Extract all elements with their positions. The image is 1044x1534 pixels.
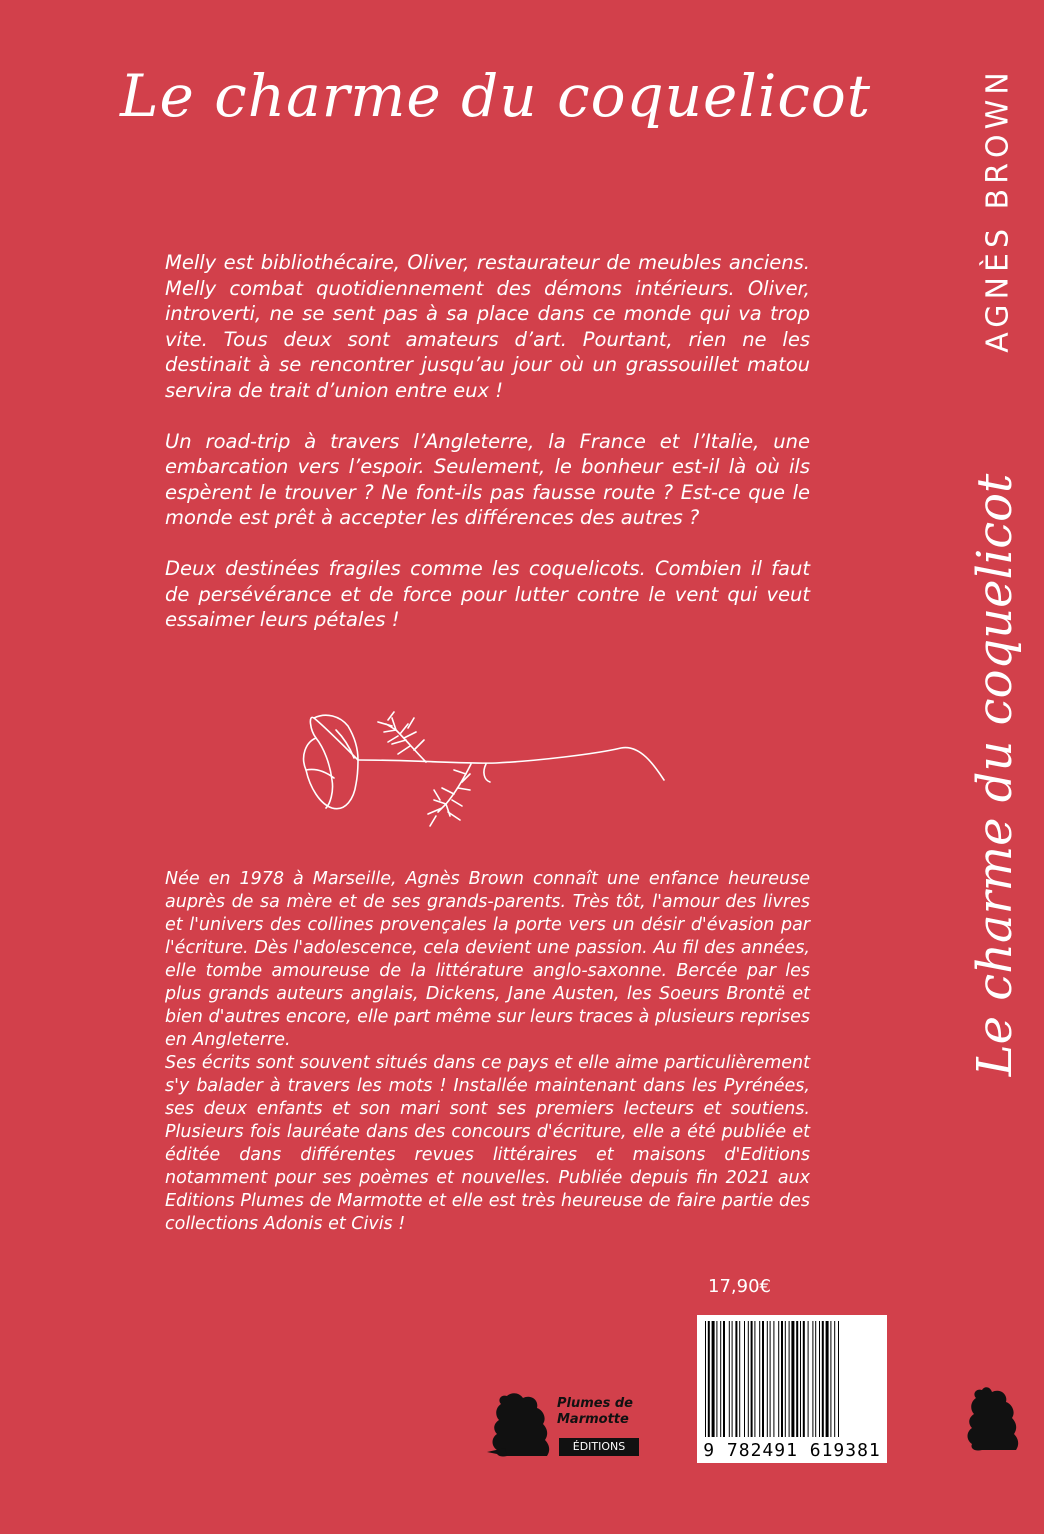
marmot-silhouette-icon: [966, 1384, 1022, 1454]
barcode-bar: [729, 1321, 730, 1437]
synopsis: [165, 250, 810, 658]
price: 17,90€: [708, 1276, 771, 1297]
barcode-bar: [803, 1321, 805, 1437]
barcode-bar: [735, 1321, 737, 1437]
barcode-bar: [781, 1321, 783, 1437]
barcode-bar: [773, 1321, 774, 1437]
marmot-silhouette-icon: [487, 1390, 557, 1460]
author-bio: [165, 868, 810, 1236]
barcode-bar: [705, 1321, 706, 1437]
barcode-bar: [812, 1321, 813, 1437]
barcode-bar: [748, 1321, 749, 1437]
barcode-bar: [732, 1321, 733, 1437]
barcode-bar: [830, 1321, 831, 1437]
barcode-bar: [716, 1321, 717, 1437]
barcode-bar: [712, 1321, 715, 1437]
barcode-bar: [723, 1321, 725, 1437]
barcode-bar: [708, 1321, 710, 1437]
barcode-bar: [834, 1321, 835, 1437]
barcode-bar: [808, 1321, 809, 1437]
barcode-bar: [739, 1321, 740, 1437]
spine-title: Le charme du coquelicot: [967, 473, 1023, 1077]
barcode-bar: [744, 1321, 745, 1437]
barcode-bar: [770, 1321, 771, 1437]
barcode-bar: [759, 1321, 760, 1437]
barcode-bar: [796, 1321, 798, 1437]
barcode-bar: [720, 1321, 721, 1437]
publisher-logo: [487, 1390, 647, 1460]
barcode-bar: [791, 1321, 794, 1437]
synopsis-paragraph: Un road-trip à travers l’Angleterre, la France et l’Italie, une embarcation vers l’espoir. Seulement, le bonheur est-il là où ils espèrent le trouver ? Ne font-ils pas fausse route ? Est-ce que le monde est prêt à accepter les différences des autres ?: [165, 429, 810, 530]
barcode-bar: [754, 1321, 755, 1437]
isbn-digits: 9 782491 619381: [703, 1440, 881, 1461]
publisher-name: Plumes de Marmotte: [557, 1396, 633, 1427]
barcode-bar: [785, 1321, 786, 1437]
barcode-bar: [762, 1321, 764, 1437]
bio-paragraph: Née en 1978 à Marseille, Agnès Brown connaît une enfance heureuse auprès de sa mère et de ses grands-parents. Très tôt, l'amour des livres et l'univers des collines provençales la porte vers un désir d'évasion par l'écriture. Dès l'adolescence, cela devient une passion. Au fil des années, elle tombe amoureuse de la littérature anglo-saxonne. Bercée par les plus grands auteurs anglais, Dickens, Jane Austen, les Soeurs Brontë et bien d'autres encore, elle part même sur leurs traces à plusieurs reprises en Angleterre.: [165, 869, 810, 1050]
poppy-line-drawing-icon: [296, 708, 666, 840]
synopsis-paragraph: Melly est bibliothécaire, Oliver, restaurateur de meubles anciens. Melly combat quotidiennement des démons intérieurs. Oliver, introverti, ne se sent pas à sa place dans ce monde qui va trop vite. Tous deux sont amateurs d’art. Pourtant, rien ne les destinait à se rencontrer jusqu’au jour où un grassouillet matou servira de trait d’union entre eux !: [165, 251, 810, 402]
barcode-bar: [789, 1321, 790, 1437]
synopsis-paragraph: Deux destinées fragiles comme les coquelicots. Combien il faut de persévérance et de force pour lutter contre le vent qui veut essaimer leurs pétales !: [165, 556, 810, 632]
spine-author: AGNÈS BROWN: [980, 67, 1016, 353]
barcode-bar: [767, 1321, 768, 1437]
barcode-bar: [819, 1321, 820, 1437]
barcode-bar: [751, 1321, 753, 1437]
publisher-editions-label: ÉDITIONS: [559, 1438, 639, 1456]
barcode-bar: [815, 1321, 816, 1437]
barcode-bar: [826, 1321, 829, 1437]
barcode-bar: [822, 1321, 824, 1437]
back-cover-title: Le charme du coquelicot: [120, 62, 872, 130]
barcode-bar: [800, 1321, 801, 1437]
isbn-barcode: [697, 1315, 887, 1463]
barcode-bars: [703, 1321, 881, 1437]
bio-paragraph: Ses écrits sont souvent situés dans ce pays et elle aime particulièrement s'y balader à travers les mots ! Installée maintenant dans les Pyrénées, ses deux enfants et son mari sont ses premiers lecteurs et soutiens. Plusieurs fois lauréate dans des concours d'écriture, elle a été publiée et éditée dans différentes revues littéraires et maisons d'Editions notamment pour ses poèmes et nouvelles. Publiée depuis fin 2021 aux Editions Plumes de Marmotte et elle est très heureuse de faire partie des collections Adonis et Civis !: [165, 1053, 810, 1234]
barcode-bar: [838, 1321, 839, 1437]
barcode-bar: [778, 1321, 779, 1437]
